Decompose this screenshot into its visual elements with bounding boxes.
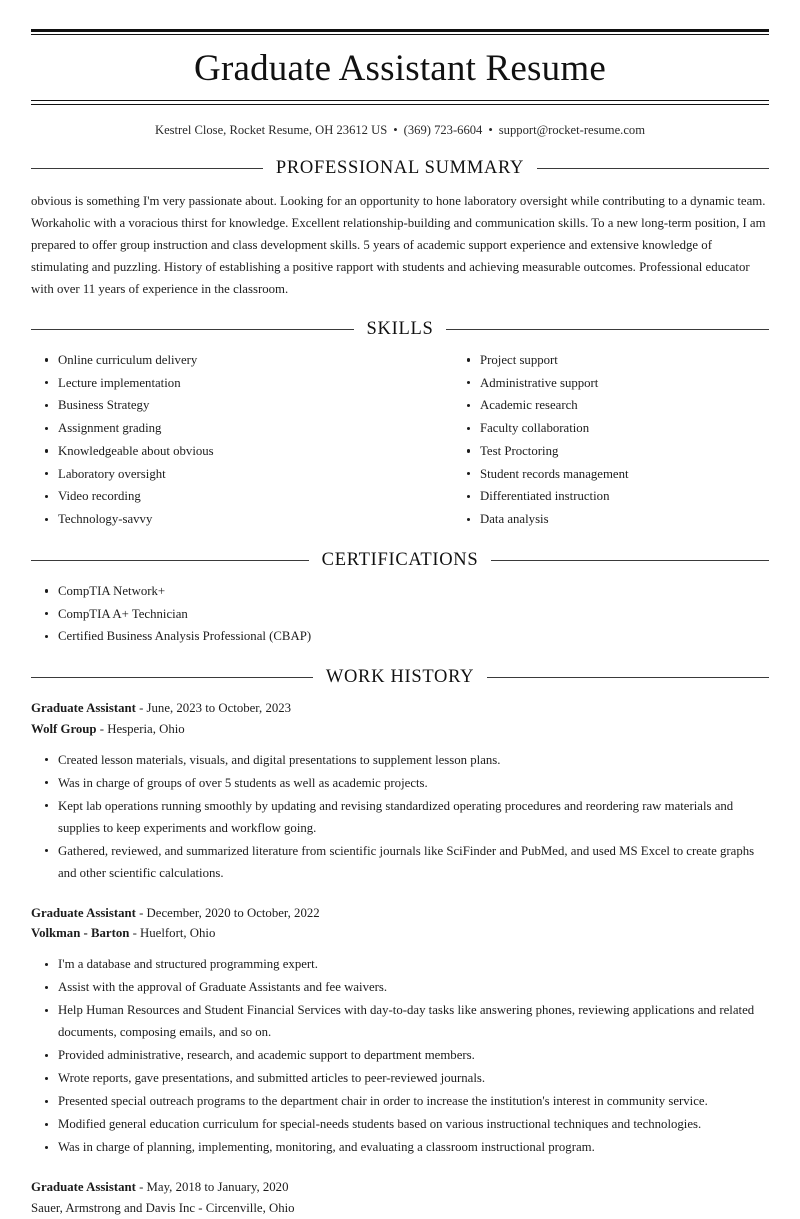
list-item: CompTIA Network+	[58, 580, 769, 603]
list-item: Kept lab operations running smoothly by updating and revising standardized operating procedures and reordering raw materials and supplies to keep experiments and workflow going.	[58, 795, 769, 839]
job-location: Huelfort, Ohio	[140, 926, 216, 941]
list-item: Business Strategy	[58, 394, 400, 417]
list-item: Help Human Resources and Student Financial Services with day-to-day tasks like answering phones, reviewing applications and related documents, composing emails, and so on.	[58, 999, 769, 1043]
list-item: Online curriculum delivery	[58, 349, 400, 372]
section-rule-left	[31, 329, 354, 330]
section-rule-right	[537, 168, 769, 169]
contact-email[interactable]: support@rocket-resume.com	[498, 122, 646, 137]
list-item: Was in charge of groups of over 5 students as well as academic projects.	[58, 772, 769, 794]
job-separator: -	[139, 905, 144, 920]
section-title-skills: SKILLS	[366, 318, 434, 339]
contact-line	[31, 122, 769, 139]
section-rule-left	[31, 560, 309, 561]
section-header-summary	[31, 158, 769, 179]
job-bullets	[31, 749, 769, 884]
summary-text: obvious is something I'm very passionate about. Looking for an opportunity to hone laboratory oversight while contributing to a dynamic team. Workaholic with a voracious thirst for knowledge. Excellent relationship-building and communication skills. To a new long-term position, I am prepared to offer group instruction and class development skills. 5 years of academic support experience and extensive knowledge of stimulating and puzzling. History of establishing a positive rapport with students and achieving measurable outcomes. Professional educator with over 11 years of experience in the classroom.	[31, 193, 766, 296]
job-company-line	[31, 719, 769, 740]
job-separator: -	[132, 926, 137, 941]
job-title: Graduate Assistant	[31, 905, 136, 920]
skills-list-left	[31, 349, 400, 531]
section-title-summary: PROFESSIONAL SUMMARY	[275, 157, 525, 178]
list-item: CompTIA A+ Technician	[58, 603, 769, 626]
list-item: Created lesson materials, visuals, and digital presentations to supplement lesson plans.	[58, 749, 769, 771]
list-item: Student records management	[480, 463, 769, 486]
list-item: Wrote reports, gave presentations, and submitted articles to peer-reviewed journals.	[58, 1067, 769, 1089]
section-header-work-history	[31, 667, 769, 688]
job-separator: -	[139, 1180, 144, 1195]
section-rule-right	[446, 329, 769, 330]
job-location: Circenville, Ohio	[205, 1200, 295, 1215]
section-title-work-history: WORK HISTORY	[325, 667, 475, 688]
job-bullets	[31, 953, 769, 1158]
list-item: Assignment grading	[58, 417, 400, 440]
work-history-entries	[31, 698, 769, 1218]
contact-separator-2: •	[488, 122, 493, 137]
section-rule-left	[31, 168, 263, 169]
list-item: Certified Business Analysis Professional (CBAP)	[58, 625, 769, 648]
job-company-line	[31, 1198, 769, 1219]
job-company: Sauer, Armstrong and Davis Inc	[31, 1200, 196, 1215]
list-item: Laboratory oversight	[58, 463, 400, 486]
job-separator: -	[99, 721, 105, 736]
list-item: Test Proctoring	[480, 440, 769, 463]
job-title-line	[31, 1177, 769, 1198]
job-entry	[31, 903, 769, 1158]
job-location: Hesperia, Ohio	[107, 721, 185, 736]
section-rule-right	[487, 677, 769, 678]
job-title: Graduate Assistant	[31, 701, 136, 716]
job-title-line	[31, 903, 769, 924]
list-item: Faculty collaboration	[480, 417, 769, 440]
contact-phone: (369) 723-6604	[403, 122, 483, 137]
job-entry	[31, 1177, 769, 1218]
skills-right-column	[400, 349, 769, 531]
job-company: Volkman - Barton	[31, 926, 130, 941]
list-item: Knowledgeable about obvious	[58, 440, 400, 463]
skills-columns	[31, 349, 769, 531]
contact-address: Kestrel Close, Rocket Resume, OH 23612 US	[154, 122, 388, 137]
list-item: Was in charge of planning, implementing, monitoring, and evaluating a classroom instructional program.	[58, 1136, 769, 1158]
job-separator: -	[139, 701, 144, 716]
job-separator: -	[198, 1200, 203, 1215]
job-title-line	[31, 698, 769, 719]
list-item: Video recording	[58, 485, 400, 508]
list-item: Technology-savvy	[58, 508, 400, 531]
section-header-skills	[31, 319, 769, 340]
section-rule-left	[31, 677, 313, 678]
job-company-line	[31, 923, 769, 944]
contact-separator-1: •	[393, 122, 398, 137]
list-item: I'm a database and structured programming expert.	[58, 953, 769, 975]
job-entry	[31, 698, 769, 883]
list-item: Academic research	[480, 394, 769, 417]
job-dates: December, 2020 to October, 2022	[146, 905, 320, 920]
resume-document	[0, 29, 800, 1215]
section-header-certifications	[31, 550, 769, 571]
list-item: Data analysis	[480, 508, 769, 531]
certifications-list	[31, 580, 769, 648]
list-item: Project support	[480, 349, 769, 372]
header-rule-top	[31, 29, 769, 35]
section-rule-right	[491, 560, 769, 561]
list-item: Gathered, reviewed, and summarized literature from scientific journals like SciFinder and PubMed, and used MS Excel to create graphs and other scientific calculations.	[58, 840, 769, 884]
list-item: Assist with the approval of Graduate Assistants and fee waivers.	[58, 976, 769, 998]
skills-left-column	[31, 349, 400, 531]
page-title: Graduate Assistant Resume	[194, 48, 606, 89]
section-title-certifications: CERTIFICATIONS	[321, 549, 479, 570]
job-title: Graduate Assistant	[31, 1180, 136, 1195]
skills-list-right	[453, 349, 769, 531]
job-dates: June, 2023 to October, 2023	[146, 701, 292, 716]
job-company: Wolf Group	[31, 721, 97, 736]
list-item: Administrative support	[480, 372, 769, 395]
header-rule-bottom	[31, 100, 769, 104]
list-item: Differentiated instruction	[480, 485, 769, 508]
list-item: Presented special outreach programs to the department chair in order to increase the institution's interest in community service.	[58, 1090, 769, 1112]
list-item: Modified general education curriculum for special-needs students based on various instructional techniques and technologies.	[58, 1113, 769, 1135]
certifications-list-wrap	[31, 580, 769, 648]
list-item: Lecture implementation	[58, 372, 400, 395]
list-item: Provided administrative, research, and academic support to department members.	[58, 1044, 769, 1066]
job-dates: May, 2018 to January, 2020	[146, 1180, 289, 1195]
